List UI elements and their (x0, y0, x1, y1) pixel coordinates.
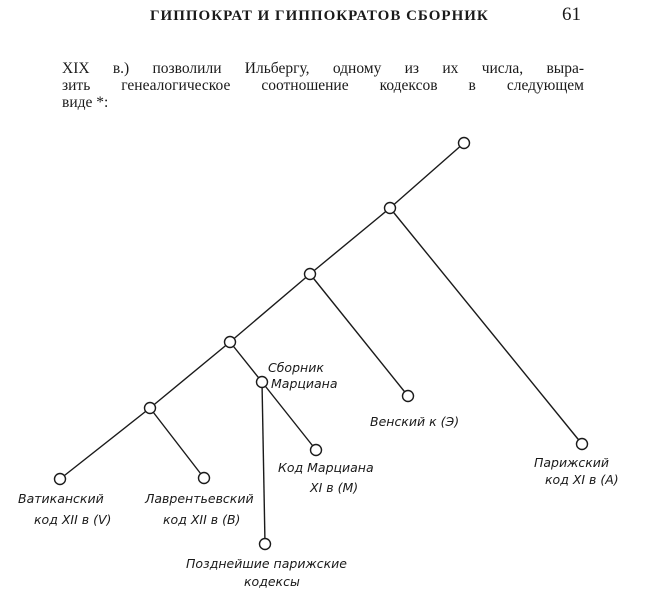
running-title: ГИППОКРАТ И ГИППОКРАТОВ СБОРНИК (150, 8, 489, 24)
edge-hyp2-hyp3 (230, 274, 310, 342)
node-hyparchetype-4 (145, 403, 156, 414)
label-vatican-line-1: Ватиканский (18, 491, 104, 506)
body-line-2: зить генеалогическое соотношение кодексов в следующем (62, 77, 584, 94)
label-later-paris-line-1: Позднейшие парижские (186, 556, 347, 571)
node-vatican (55, 474, 66, 485)
label-later-paris-line-2: кодексы (244, 574, 300, 589)
edge-marciana-collection (230, 342, 262, 382)
body-line-1: XIX в.) позволили Ильбергу, одному из их числа, выра- (62, 60, 584, 77)
edge-hyp1-hyp2 (310, 208, 390, 274)
label-vienna: Венский к (Э) (370, 414, 460, 429)
label-marciana-collection-line-2: Марциана (271, 376, 338, 391)
node-marciana-collection (257, 377, 268, 388)
node-hyparchetype-3 (225, 337, 236, 348)
label-marciana-codex-line-1: Код Марциана (278, 460, 374, 475)
node-later-paris (260, 539, 271, 550)
edge-hyp3-hyp4 (150, 342, 230, 408)
edge-marciana-codex (262, 382, 316, 450)
node-vienna (403, 391, 414, 402)
edge-paris (390, 208, 582, 444)
page-number: 61 (562, 4, 581, 25)
node-laurentian (199, 473, 210, 484)
edge-later-paris (262, 382, 265, 544)
label-laurentian-line-2: код XII в (В) (163, 512, 241, 527)
label-marciana-collection-line-1: Сборник (268, 360, 324, 375)
node-archetype (459, 138, 470, 149)
label-paris-line-1: Парижский (534, 455, 610, 470)
edge-archetype-hyparchetype (390, 143, 464, 208)
label-paris-line-2: код XI в (А) (545, 472, 619, 487)
body-line-3: виде *: (62, 94, 109, 111)
node-paris (577, 439, 588, 450)
node-hyparchetype-2 (305, 269, 316, 280)
label-laurentian-line-1: Лаврентьевский (145, 491, 254, 506)
label-marciana-codex-line-2: XI в (М) (310, 480, 359, 495)
edge-laurentian (150, 408, 204, 478)
edge-vatican (60, 408, 150, 479)
node-marciana-codex (311, 445, 322, 456)
label-vatican-line-2: код XII в (V) (34, 512, 112, 527)
node-hyparchetype-1 (385, 203, 396, 214)
